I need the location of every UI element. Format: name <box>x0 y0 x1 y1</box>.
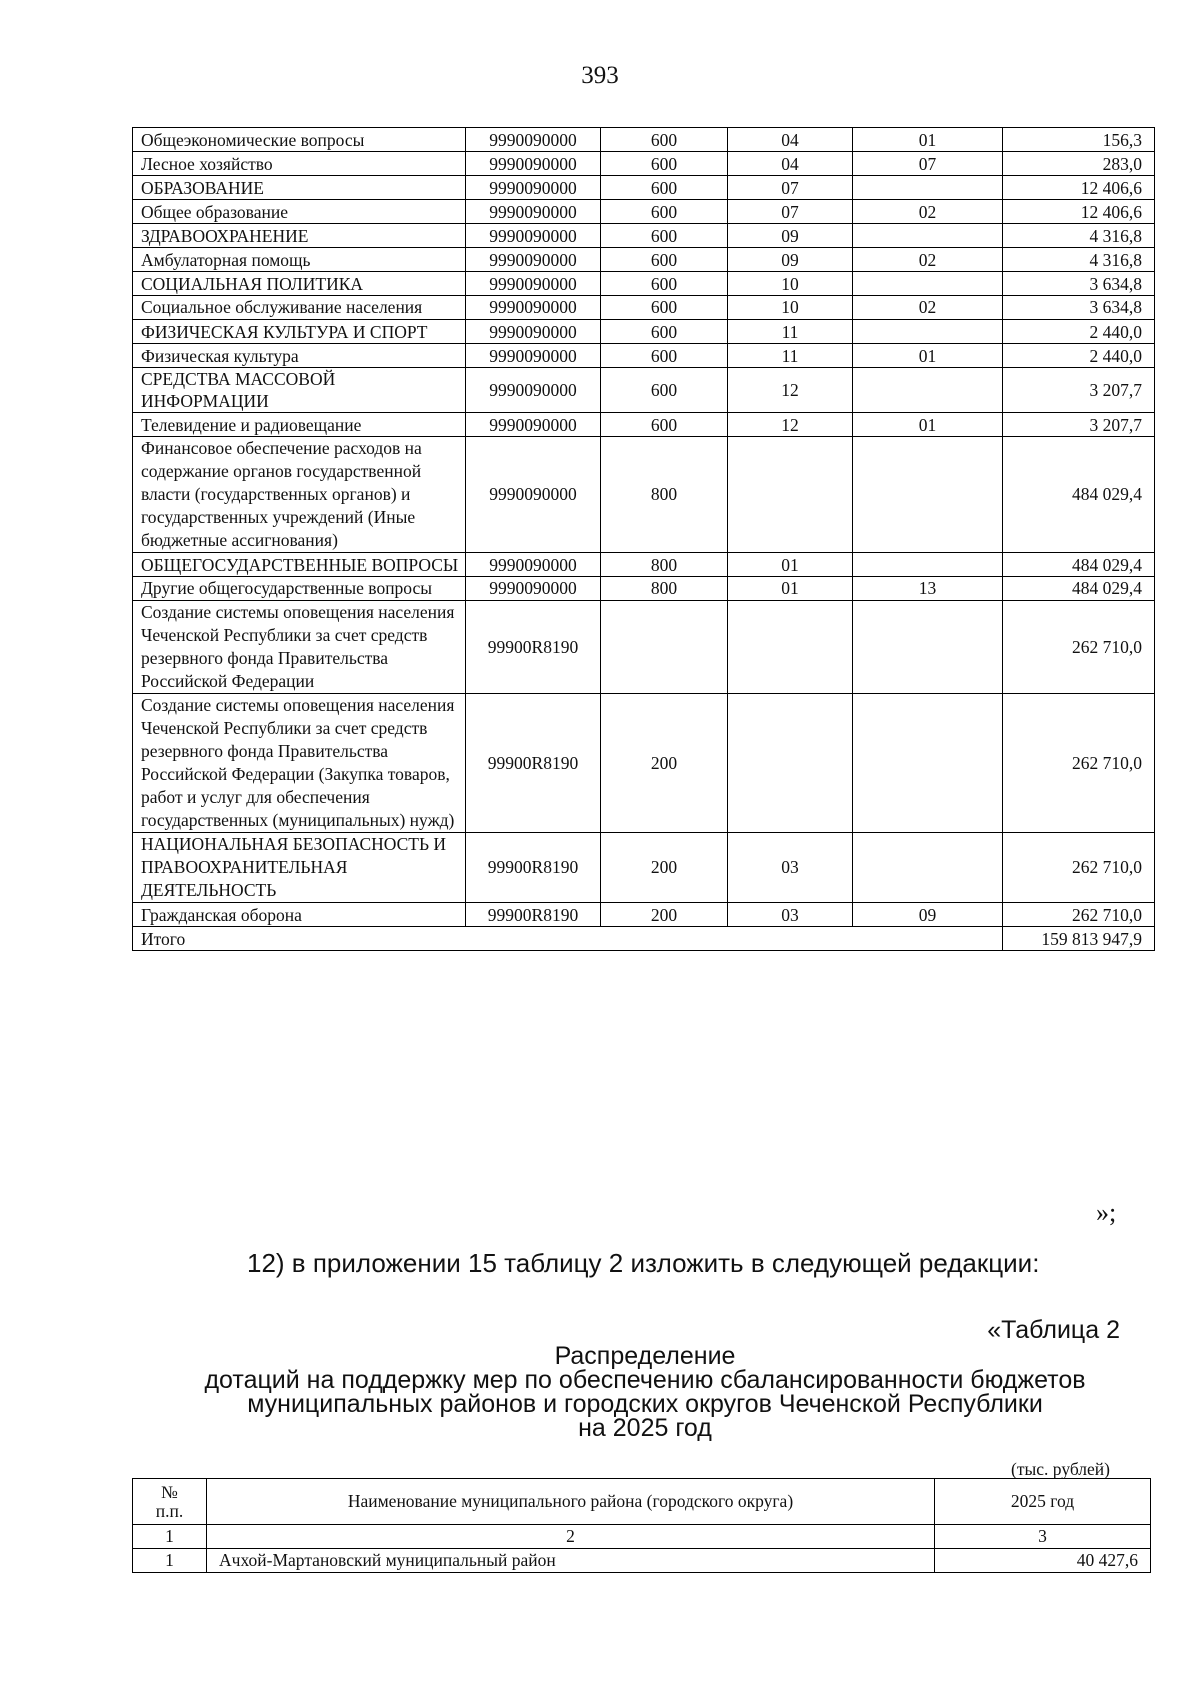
row-amount: 484 029,4 <box>1003 437 1155 553</box>
table-row <box>133 152 1155 176</box>
row-code: 9990090000 <box>466 176 601 200</box>
row-expense-type: 200 <box>601 903 728 927</box>
row-code: 9990090000 <box>466 553 601 577</box>
row-subsection <box>853 272 1003 296</box>
row-code: 9990090000 <box>466 344 601 368</box>
row-subsection: 02 <box>853 296 1003 320</box>
row-code: 9990090000 <box>466 368 601 413</box>
row-expense-type: 600 <box>601 344 728 368</box>
title-line: Распределение <box>554 1342 736 1370</box>
row-expense-type: 600 <box>601 413 728 437</box>
row-code: 9990090000 <box>466 224 601 248</box>
title-line: на 2025 год <box>578 1414 712 1442</box>
row-section: 10 <box>728 296 853 320</box>
row-subsection: 01 <box>853 413 1003 437</box>
row-section: 03 <box>728 903 853 927</box>
row-name: СРЕДСТВА МАССОВОЙ ИНФОРМАЦИИ <box>133 368 466 413</box>
row-amount: 3 207,7 <box>1003 368 1155 413</box>
row-name: Лесное хозяйство <box>133 152 466 176</box>
row-subsection: 09 <box>853 903 1003 927</box>
row-code: 99900R8190 <box>466 694 601 833</box>
row-value: 40 427,6 <box>935 1549 1151 1573</box>
row-code: 9990090000 <box>466 248 601 272</box>
row-amount: 12 406,6 <box>1003 200 1155 224</box>
row-subsection <box>853 320 1003 344</box>
row-expense-type: 200 <box>601 833 728 903</box>
table-row <box>133 553 1155 577</box>
row-subsection <box>853 694 1003 833</box>
row-section <box>728 437 853 553</box>
row-section: 12 <box>728 413 853 437</box>
table-row <box>133 224 1155 248</box>
row-amount: 262 710,0 <box>1003 903 1155 927</box>
row-expense-type: 600 <box>601 368 728 413</box>
row-subsection: 02 <box>853 200 1003 224</box>
row-name: СОЦИАЛЬНАЯ ПОЛИТИКА <box>133 272 466 296</box>
row-section: 07 <box>728 200 853 224</box>
row-amount: 3 634,8 <box>1003 296 1155 320</box>
row-section <box>728 694 853 833</box>
row-name: Амбулаторная помощь <box>133 248 466 272</box>
row-name: ОБРАЗОВАНИЕ <box>133 176 466 200</box>
row-subsection <box>853 601 1003 694</box>
unit-label: (тыс. рублей) <box>1011 1459 1110 1479</box>
instruction-paragraph: 12) в приложении 15 таблицу 2 изложить в следующей редакции: <box>247 1248 1040 1278</box>
row-amount: 484 029,4 <box>1003 553 1155 577</box>
col-number: 1 <box>133 1525 207 1549</box>
title-line: дотаций на поддержку мер по обеспечению сбалансированности бюджетов <box>204 1366 1086 1394</box>
header-year: 2025 год <box>935 1479 1151 1525</box>
table-row <box>133 833 1155 903</box>
row-amount: 3 634,8 <box>1003 272 1155 296</box>
table-row <box>133 1549 1151 1573</box>
row-amount: 156,3 <box>1003 128 1155 152</box>
row-name: ОБЩЕГОСУДАРСТВЕННЫЕ ВОПРОСЫ <box>133 553 466 577</box>
column-number-row <box>133 1525 1151 1549</box>
col-number: 3 <box>935 1525 1151 1549</box>
row-section: 04 <box>728 128 853 152</box>
row-num: 1 <box>133 1549 207 1573</box>
row-name: Телевидение и радиовещание <box>133 413 466 437</box>
row-name: Общеэкономические вопросы <box>133 128 466 152</box>
table-row <box>133 577 1155 601</box>
header-num: № п.п. <box>133 1479 207 1525</box>
row-name: Ачхой-Мартановский муниципальный район <box>207 1549 935 1573</box>
row-expense-type: 800 <box>601 553 728 577</box>
row-expense-type: 800 <box>601 437 728 553</box>
total-amount: 159 813 947,9 <box>1003 927 1155 951</box>
row-code: 99900R8190 <box>466 601 601 694</box>
header-row <box>133 1479 1151 1525</box>
header-name: Наименование муниципального района (городского округа) <box>207 1479 935 1525</box>
table-row <box>133 694 1155 833</box>
row-amount: 2 440,0 <box>1003 344 1155 368</box>
row-section: 10 <box>728 272 853 296</box>
table-row <box>133 128 1155 152</box>
row-section: 04 <box>728 152 853 176</box>
row-name: Финансовое обеспечение расходов на содержание органов государственной власти (государственных органов) и государственных учреждений (Иные бюджетные ассигнования) <box>133 437 466 553</box>
table-2-label: «Таблица 2 <box>987 1316 1120 1344</box>
row-code: 9990090000 <box>466 152 601 176</box>
row-expense-type <box>601 601 728 694</box>
row-name: Другие общегосударственные вопросы <box>133 577 466 601</box>
row-name: Гражданская оборона <box>133 903 466 927</box>
row-section <box>728 601 853 694</box>
row-amount: 4 316,8 <box>1003 248 1155 272</box>
row-section: 01 <box>728 553 853 577</box>
table-2-title <box>0 1344 1200 1440</box>
row-section: 11 <box>728 320 853 344</box>
row-amount: 4 316,8 <box>1003 224 1155 248</box>
row-amount: 262 710,0 <box>1003 833 1155 903</box>
row-name: ЗДРАВООХРАНЕНИЕ <box>133 224 466 248</box>
row-amount: 262 710,0 <box>1003 694 1155 833</box>
row-name: Создание системы оповещения населения Чеченской Республики за счет средств резервного фонда Правительства Российской Федерации (Закупка товаров, работ и услуг для обеспечения государственных (муниципальных) нужд) <box>133 694 466 833</box>
row-subsection: 02 <box>853 248 1003 272</box>
row-name: НАЦИОНАЛЬНАЯ БЕЗОПАСНОСТЬ И ПРАВООХРАНИТЕЛЬНАЯ ДЕЯТЕЛЬНОСТЬ <box>133 833 466 903</box>
row-expense-type: 600 <box>601 200 728 224</box>
row-code: 99900R8190 <box>466 833 601 903</box>
row-expense-type: 200 <box>601 694 728 833</box>
row-code: 9990090000 <box>466 296 601 320</box>
row-amount: 484 029,4 <box>1003 577 1155 601</box>
row-section: 07 <box>728 176 853 200</box>
row-code: 9990090000 <box>466 577 601 601</box>
row-section: 01 <box>728 577 853 601</box>
row-expense-type: 600 <box>601 272 728 296</box>
row-amount: 12 406,6 <box>1003 176 1155 200</box>
page-number: 393 <box>581 62 619 89</box>
row-subsection: 07 <box>853 152 1003 176</box>
subsidy-table <box>132 1478 1151 1573</box>
table-row <box>133 248 1155 272</box>
row-subsection <box>853 368 1003 413</box>
col-number: 2 <box>207 1525 935 1549</box>
row-code: 9990090000 <box>466 272 601 296</box>
row-subsection <box>853 833 1003 903</box>
row-amount: 283,0 <box>1003 152 1155 176</box>
total-label: Итого <box>133 927 1003 951</box>
budget-table <box>132 127 1155 951</box>
row-code: 9990090000 <box>466 437 601 553</box>
row-expense-type: 600 <box>601 248 728 272</box>
closing-quote: »; <box>1096 1198 1117 1227</box>
row-amount: 3 207,7 <box>1003 413 1155 437</box>
row-expense-type: 600 <box>601 224 728 248</box>
row-expense-type: 600 <box>601 320 728 344</box>
table-row <box>133 320 1155 344</box>
table-row <box>133 272 1155 296</box>
row-section: 11 <box>728 344 853 368</box>
row-expense-type: 600 <box>601 152 728 176</box>
row-expense-type: 600 <box>601 296 728 320</box>
row-name: Социальное обслуживание населения <box>133 296 466 320</box>
row-amount: 262 710,0 <box>1003 601 1155 694</box>
row-expense-type: 600 <box>601 176 728 200</box>
row-amount: 2 440,0 <box>1003 320 1155 344</box>
row-subsection: 01 <box>853 128 1003 152</box>
row-subsection: 13 <box>853 577 1003 601</box>
row-code: 99900R8190 <box>466 903 601 927</box>
row-code: 9990090000 <box>466 413 601 437</box>
table-row <box>133 903 1155 927</box>
table-row <box>133 200 1155 224</box>
table-row <box>133 437 1155 553</box>
row-subsection: 01 <box>853 344 1003 368</box>
title-line: муниципальных районов и городских округов Чеченской Республики <box>247 1390 1043 1418</box>
row-name: Физическая культура <box>133 344 466 368</box>
row-section: 09 <box>728 248 853 272</box>
row-name: ФИЗИЧЕСКАЯ КУЛЬТУРА И СПОРТ <box>133 320 466 344</box>
table-row <box>133 368 1155 413</box>
table-row <box>133 601 1155 694</box>
row-section: 09 <box>728 224 853 248</box>
row-subsection <box>853 437 1003 553</box>
row-code: 9990090000 <box>466 128 601 152</box>
row-section: 12 <box>728 368 853 413</box>
row-section: 03 <box>728 833 853 903</box>
row-subsection <box>853 176 1003 200</box>
total-row <box>133 927 1155 951</box>
row-code: 9990090000 <box>466 200 601 224</box>
table-row <box>133 344 1155 368</box>
table-row <box>133 176 1155 200</box>
row-name: Создание системы оповещения населения Чеченской Республики за счет средств резервного фонда Правительства Российской Федерации <box>133 601 466 694</box>
row-subsection <box>853 553 1003 577</box>
row-subsection <box>853 224 1003 248</box>
table-row <box>133 296 1155 320</box>
row-expense-type: 600 <box>601 128 728 152</box>
row-code: 9990090000 <box>466 320 601 344</box>
row-name: Общее образование <box>133 200 466 224</box>
table-row <box>133 413 1155 437</box>
row-expense-type: 800 <box>601 577 728 601</box>
